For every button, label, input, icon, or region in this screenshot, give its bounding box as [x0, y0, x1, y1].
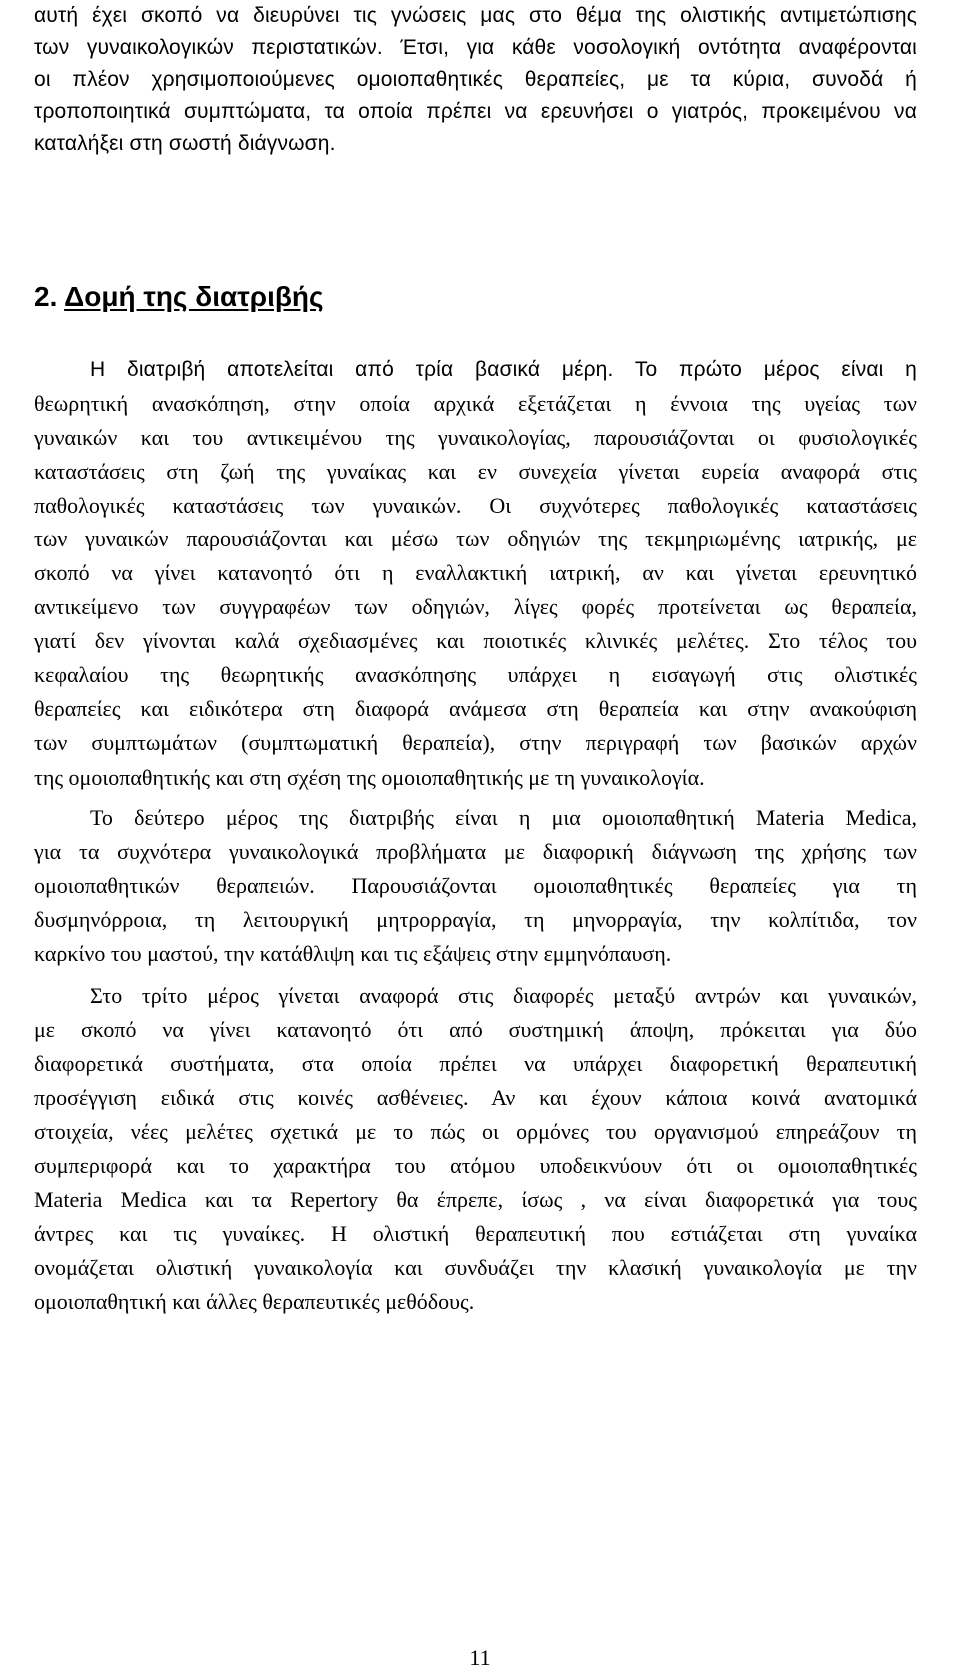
paragraph-line: θεωρητική ανασκόπηση, στην οποία αρχικά εξετάζεται η έννοια της υγείας των [34, 391, 917, 416]
paragraph-line: διαφορετικά συστήματα, στα οποία πρέπει να υπάρχει διαφορετική θεραπευτική [34, 1051, 917, 1076]
paragraph-line: καταστάσεις στη ζωή της γυναίκας και εν συνεχεία γίνεται ευρεία αναφορά στις [34, 459, 917, 484]
paragraph-line: δυσμηνόρροια, τη λειτουργική μητρορραγία, τη μηνορραγία, την κολπίτιδα, τον [34, 907, 917, 932]
paragraph-line: θεραπείες και ειδικότερα στη διαφορά ανάμεσα στη θεραπεία και στην ανακούφιση [34, 696, 917, 721]
intro-line: οι πλέον χρησιμοποιούμενες ομοιοπαθητικές θεραπείες, με τα κύρια, συνοδά ή [34, 68, 917, 91]
intro-line: των γυναικολογικών περιστατικών. Έτσι, για κάθε νοσολογική οντότητα αναφέρονται [34, 36, 917, 59]
paragraph-line: αντικείμενο των συγγραφέων των οδηγιών, λίγες φορές προτείνεται ως θεραπεία, [34, 594, 917, 619]
paragraph-line: Η διατριβή αποτελείται από τρία βασικά μέρη. Το πρώτο μέρος είναι η [90, 358, 917, 381]
section-number: 2. [34, 281, 65, 312]
paragraph-line: ομοιοπαθητική και άλλες θεραπευτικές μεθόδους. [34, 1289, 475, 1314]
paragraph-line: των γυναικών παρουσιάζονται και μέσω των οδηγιών της τεκμηριωμένης ιατρικής, με [34, 526, 917, 551]
paragraph-line: άντρες και τις γυναίκες. Η ολιστική θεραπευτική που εστιάζεται στη γυναίκα [34, 1221, 917, 1246]
section-heading [34, 279, 324, 315]
section-title: Δομή της διατριβής [64, 281, 324, 312]
paragraph-line: Το δεύτερο μέρος της διατριβής είναι η μια ομοιοπαθητική Materia Medica, [90, 805, 917, 830]
intro-line: αυτή έχει σκοπό να διευρύνει τις γνώσεις μας στο θέμα της ολιστικής αντιμετώπισης [34, 4, 917, 27]
intro-line: καταλήξει στη σωστή διάγνωση. [34, 132, 336, 155]
paragraph-line: παθολογικές καταστάσεις των γυναικών. Οι συχνότερες παθολογικές καταστάσεις [34, 493, 917, 518]
paragraph-line: Materia Medica και τα Repertory θα έπρεπε, ίσως , να είναι διαφορετικά για τους [34, 1187, 917, 1212]
paragraph-line: για τα συχνότερα γυναικολογικά προβλήματα με διαφορική διάγνωση της χρήσης των [34, 839, 917, 864]
page-number: 11 [469, 1645, 491, 1670]
paragraph-line: σκοπό να γίνει κατανοητό ότι η εναλλακτική ιατρική, αν και γίνεται ερευνητικό [34, 560, 917, 585]
paragraph-line: γυναικών και του αντικειμένου της γυναικολογίας, παρουσιάζονται οι φυσιολογικές [34, 425, 917, 450]
paragraph-line: της ομοιοπαθητικής και στη σχέση της ομοιοπαθητικής με τη γυναικολογία. [34, 765, 705, 790]
paragraph-line: προσέγγιση ειδικά στις κοινές ασθένειες. Αν και έχουν κάποια κοινά ανατομικά [34, 1085, 917, 1110]
paragraph-line: με σκοπό να γίνει κατανοητό ότι από συστημική άποψη, πρόκειται για δύο [34, 1017, 917, 1042]
intro-line: τροποποιητικά συμπτώματα, τα οποία πρέπει να ερευνήσει ο γιατρός, προκειμένου να [34, 100, 917, 123]
paragraph-line: Στο τρίτο μέρος γίνεται αναφορά στις διαφορές μεταξύ αντρών και γυναικών, [90, 983, 917, 1008]
paragraph-line: στοιχεία, νέες μελέτες σχετικά με το πώς οι ορμόνες του οργανισμού επηρεάζουν τη [34, 1119, 917, 1144]
paragraph-line: καρκίνο του μαστού, την κατάθλιψη και τις εξάψεις στην εμμηνόπαυση. [34, 941, 672, 966]
paragraph-line: ονομάζεται ολιστική γυναικολογία και συνδυάζει την κλασική γυναικολογία με την [34, 1255, 917, 1280]
paragraph-line: γιατί δεν γίνονται καλά σχεδιασμένες και ποιοτικές κλινικές μελέτες. Στο τέλος του [34, 628, 917, 653]
paragraph-line: συμπεριφορά και το χαρακτήρα του ατόμου υποδεικνύουν ότι οι ομοιοπαθητικές [34, 1153, 917, 1178]
paragraph-line: των συμπτωμάτων (συμπτωματική θεραπεία), στην περιγραφή των βασικών αρχών [34, 730, 917, 755]
paragraph-line: ομοιοπαθητικών θεραπειών. Παρουσιάζονται ομοιοπαθητικές θεραπείες για τη [34, 873, 917, 898]
paragraph-line: κεφαλαίου της θεωρητικής ανασκόπησης υπάρχει η εισαγωγή στις ολιστικές [34, 662, 917, 687]
